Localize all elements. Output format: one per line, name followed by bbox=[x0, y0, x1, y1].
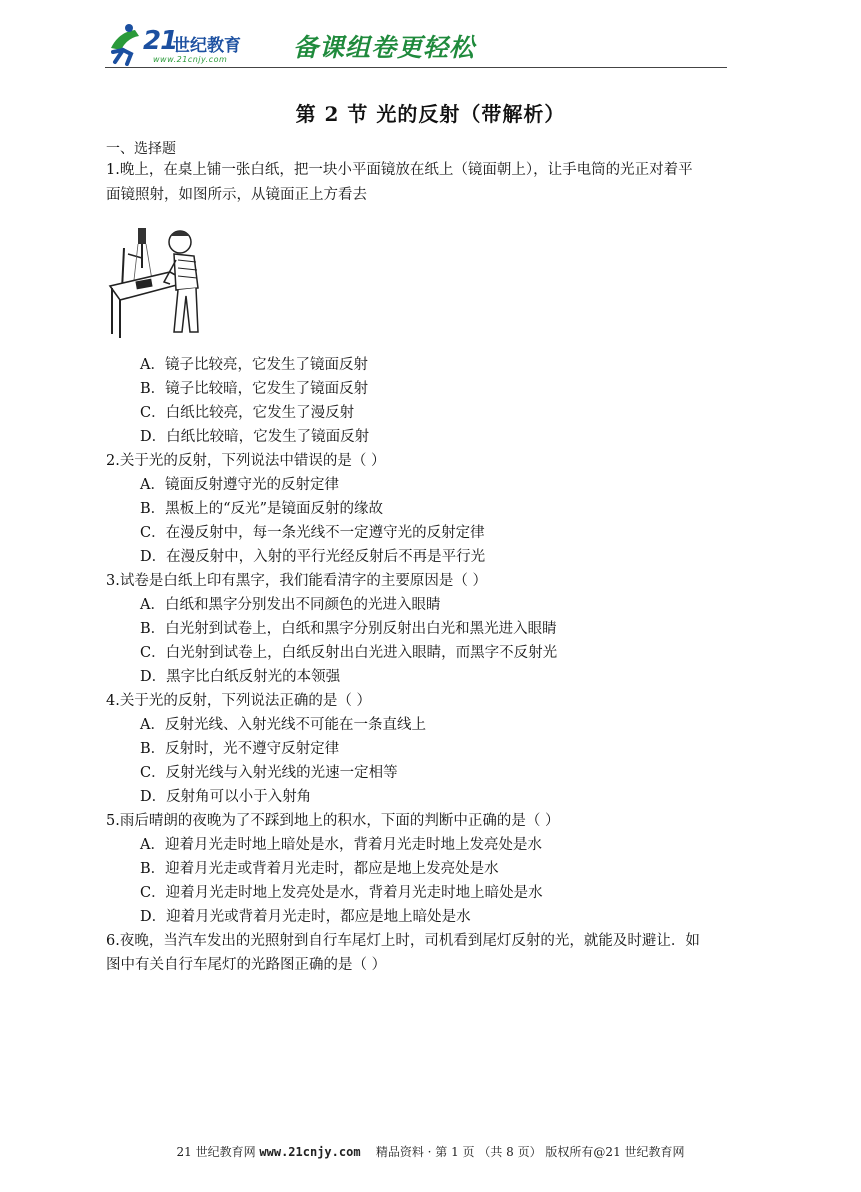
footer-page-info: 精品资料 · 第 1 页 （共 8 页） 版权所有@21 世纪教育网 bbox=[375, 1145, 685, 1159]
question-2-option-d: D．在漫反射中，入射的平行光经反射后不再是平行光 bbox=[140, 549, 486, 565]
page-title: 第 2 节 光的反射（带解析） bbox=[295, 102, 566, 126]
question-3-line-1: 3.试卷是白纸上印有黑字，我们能看清字的主要原因是（ ） bbox=[106, 573, 487, 589]
question-6-line-2: 图中有关自行车尾灯的光路图正确的是（ ） bbox=[106, 957, 387, 973]
question-4-option-a: A．反射光线、入射光线不可能在一条直线上 bbox=[140, 717, 426, 733]
question-3-option-b: B．白光射到试卷上，白纸和黑字分别反射出白光和黑光进入眼睛 bbox=[140, 621, 557, 637]
question-4-line-1: 4.关于光的反射，下列说法正确的是（ ） bbox=[106, 693, 371, 709]
question-1-option-a: A．镜子比较亮，它发生了镜面反射 bbox=[140, 357, 368, 373]
question-5-option-d: D．迎着月光或背着月光走时，都应是地上暗处是水 bbox=[140, 909, 471, 925]
question-3-option-d: D．黑字比白纸反射光的本领强 bbox=[140, 669, 341, 685]
logo-url: www.21cnjy.com bbox=[153, 55, 228, 64]
question-1-line-1: 1.晚上，在桌上铺一张白纸，把一块小平面镜放在纸上（镜面朝上），让手电筒的光正对着平 bbox=[106, 162, 693, 178]
footer-site: 21 世纪教育网 bbox=[176, 1145, 256, 1159]
question-1-line-2: 面镜照射，如图所示，从镜面正上方看去 bbox=[106, 187, 367, 203]
question-5-line-1: 5.雨后晴朗的夜晚为了不踩到地上的积水，下面的判断中正确的是（ ） bbox=[106, 813, 560, 829]
question-3-option-c: C．白光射到试卷上，白纸反射出白光进入眼睛，而黑字不反射光 bbox=[140, 645, 558, 661]
question-3-option-a: A．白纸和黑字分别发出不同颜色的光进入眼睛 bbox=[140, 597, 441, 613]
question-4-option-d: D．反射角可以小于入射角 bbox=[140, 789, 312, 805]
logo-number: 21 bbox=[143, 26, 178, 56]
question-4-option-c: C．反射光线与入射光线的光速一定相等 bbox=[140, 765, 398, 781]
question-2-option-b: B．黑板上的“反光”是镜面反射的缘故 bbox=[140, 501, 383, 517]
question-2-option-a: A．镜面反射遵守光的反射定律 bbox=[140, 477, 339, 493]
question-5-option-b: B．迎着月光走或背着月光走时，都应是地上发亮处是水 bbox=[140, 861, 499, 877]
question-2-option-c: C．在漫反射中，每一条光线不一定遵守光的反射定律 bbox=[140, 525, 485, 541]
section-heading: 一、选择题 bbox=[106, 141, 176, 157]
flashlight-mirror-figure bbox=[108, 224, 212, 340]
question-5-option-a: A．迎着月光走时地上暗处是水，背着月光走时地上发亮处是水 bbox=[140, 837, 542, 853]
question-5-option-c: C．迎着月光走时地上发亮处是水，背着月光走时地上暗处是水 bbox=[140, 885, 543, 901]
question-2-line-1: 2.关于光的反射，下列说法中错误的是（ ） bbox=[106, 453, 386, 469]
page-header bbox=[105, 22, 725, 70]
question-1-option-c: C．白纸比较亮，它发生了漫反射 bbox=[140, 405, 355, 421]
question-6-line-1: 6.夜晚，当汽车发出的光照射到自行车尾灯上时，司机看到尾灯反射的光，就能及时避让．如 bbox=[106, 933, 700, 949]
logo-name: 世纪教育 bbox=[173, 36, 241, 56]
page-footer bbox=[0, 1143, 861, 1160]
question-1-option-d: D．白纸比较暗，它发生了镜面反射 bbox=[140, 429, 370, 445]
header-slogan: 备课组卷更轻松 bbox=[293, 33, 476, 62]
header-divider bbox=[105, 67, 727, 68]
question-1-option-b: B．镜子比较暗，它发生了镜面反射 bbox=[140, 381, 369, 397]
question-4-option-b: B．反射时，光不遵守反射定律 bbox=[140, 741, 340, 757]
footer-url[interactable]: www.21cnjy.com bbox=[259, 1145, 361, 1159]
